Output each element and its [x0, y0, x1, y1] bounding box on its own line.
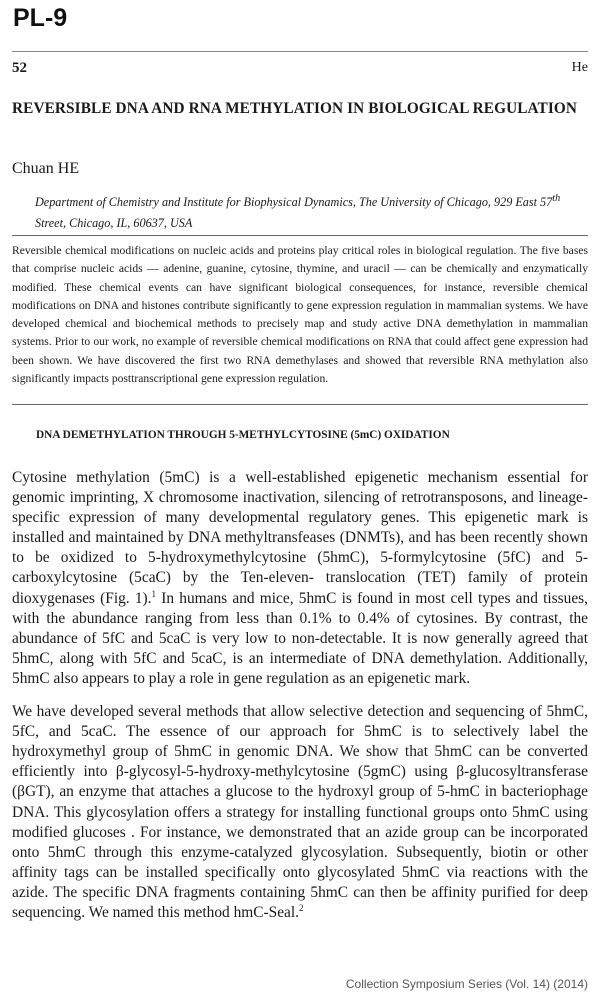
abstract-top-rule: [12, 235, 588, 236]
affiliation-text: Department of Chemistry and Institute for Biophysical Dynamics, The University of Chicago, 929 East 57: [35, 195, 553, 210]
author-name: Chuan HE: [12, 160, 80, 177]
running-head: He: [571, 60, 588, 75]
footer-series: Collection Symposium Series (Vol. 14) (2014): [345, 977, 588, 991]
affiliation-text-end: Street, Chicago, IL, 60637, USA: [35, 216, 193, 231]
label-tag: PL-9: [13, 4, 68, 32]
paragraph-1: [12, 468, 588, 689]
article-title: REVERSIBLE DNA AND RNA METHYLATION IN BIOLOGICAL REGULATION: [12, 100, 578, 117]
author-affiliation: [35, 188, 586, 234]
affiliation-superscript: th: [552, 193, 561, 204]
reference-1: 1: [151, 588, 157, 599]
reference-2: 2: [299, 902, 304, 913]
paragraph-2-text: We have developed several methods that allow selective detection and sequencing of 5hmC, 5fC, and 5caC. The essence of our approach for 5hmC is to selectively label the hydroxymethyl group of 5hmC in genomic DNA. We show that 5hmC can be converted efficiently into β-glycosyl-5-hydroxy-methylcytosine (5gmC) using β-glucosyltransferase (βGT), an enzyme that attaches a glucose to the hydroxyl group of 5-hmC in bacteriophage DNA. This glycosylation offers a strategy for installing functional groups onto 5hmC using modified glucoses . For instance, we demonstrated that an azide group can be incorporated onto 5hmC through this enzyme-catalyzed glycosylation. Subsequently, biotin or other affinity tags can be installed specifically onto glycosylated 5hmC via reactions with the azide. The specific DNA fragments containing 5hmC can then be affinity purified for deep sequencing. We named this method hmC-Seal.: [12, 703, 588, 921]
body-text: [12, 468, 588, 936]
header-divider: [12, 51, 588, 52]
section-heading: DNA DEMETHYLATION THROUGH 5-METHYLCYTOSINE (5mC) OXIDATION: [36, 429, 450, 441]
paragraph-1-text: Cytosine methylation (5mC) is a well-established epigenetic mechanism essential for genomic imprinting, X chromosome inactivation, silencing of retrotransposons, and lineage-specific expression of many developmental regulatory genes. This epigenetic mark is installed and maintained by DNA methyltransfeases (DNMTs), and has been recently shown to be oxidized to 5-hydroxymethylcytosine (5hmC), 5-formylcytosine (5fC) and 5-carboxylcytosine (5caC) by the Ten-eleven- translocation (TET) family of protein dioxygenases (Fig. 1).: [12, 469, 588, 607]
abstract: Reversible chemical modifications on nucleic acids and proteins play critical roles in biological regulation. The five bases that comprise nucleic acids — adenine, guanine, cytosine, thymine, and uracil — can be chemically and enzymatically modified. These chemical events can have significant biological consequences, for instance, reversible chemical modifications on DNA and histones contribute significantly to gene expression regulation in mammalian systems. We have developed chemical and biochemical methods to precisely map and study active DNA demethylation in mammalian systems. Prior to our work, no example of reversible chemical modifications on RNA that could affect gene expression had been shown. We have discovered the first two RNA demethylases and showed that reversible RNA methylation also significantly impacts posttranscriptional gene expression regulation.: [12, 244, 588, 386]
page-number: 52: [12, 60, 27, 76]
abstract-bottom-rule: [12, 404, 588, 405]
paragraph-2: [12, 702, 588, 923]
paragraph-1-text-cont: In humans and mice, 5hmC is found in most cell types and tissues, with the abundance ranging from less than 0.1% to 0.4% of cytosines. By contrast, the abundance of 5fC and 5caC is very low to non-detectable. It is now generally agreed that 5hmC, along with 5fC and 5caC, is an intermediate of DNA demethylation. Additionally, 5hmC also appears to play a role in gene regulation as an epigenetic mark.: [12, 589, 589, 687]
